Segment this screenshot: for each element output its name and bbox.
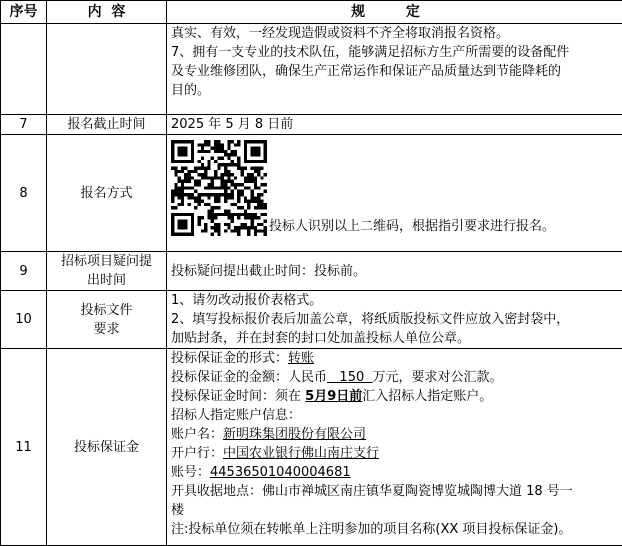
row-item-line: 招标项目疑问提 [51,252,162,271]
table-row-8 [1,135,622,252]
account-number-line [171,463,618,482]
deposit-time-suffix: 汇入招标人指定账户。 [362,389,492,404]
deposit-form-label: 投标保证金的形式： [171,351,288,366]
receipt-location-line: 开具收据地点：佛山市禅城区南庄镇华夏陶瓷博览城陶博大道 18 号一 [171,482,618,501]
deposit-amount-suffix: 万元，要求对公汇款。 [373,370,503,385]
row-item-line: 出时间 [51,271,162,290]
account-bank-value: 中国农业银行佛山南庄支行 [223,446,379,461]
rule-line: 加贴封条，并在封套的封口处加盖投标人单位公章。 [171,329,618,348]
row-item: 报名截止时间 [47,115,167,135]
deposit-amount-line [171,368,618,387]
rule-line: 2、填写投标报价表后加盖公章，将纸质版投标文件应放入密封袋中， [171,310,618,329]
row-rules [167,291,622,349]
table-row-7 [1,115,622,135]
table-row-10 [1,291,622,349]
deposit-time-label: 投标保证金时间：须在 [171,389,301,404]
account-bank-line [171,444,618,463]
rule-line: 目的。 [171,81,618,100]
account-holder-value: 新明珠集团股份有限公司 [223,427,366,442]
row-number: 9 [1,252,47,291]
deposit-time-value: 5月9日前 [305,389,362,404]
row-rules: 投标疑问提出截止时间：投标前。 [167,252,622,291]
row-item: 投标保证金 [47,349,167,546]
row-item-empty [47,24,167,115]
header-content: 内 容 [47,1,167,24]
receipt-location-line: 楼 [171,501,618,520]
account-number-value: 44536501040004681 [210,465,351,480]
deposit-amount-number: 150 [339,370,364,385]
account-bank-label: 开户行： [171,446,223,461]
deposit-note: 注:投标单位须在转帐单上注明参加的项目名称(XX 项目投标保证金)。 [171,520,618,539]
row-item: 报名方式 [47,135,167,252]
rule-line: 7、拥有一支专业的技术队伍，能够满足招标方生产所需要的设备配件 [171,43,618,62]
row-rules: 2025 年 5 月 8 日前 [167,115,622,135]
rule-line: 真实、有效，一经发现造假或资料不齐全将取消报名资格。 [171,24,618,43]
row-rules-continued [167,24,622,115]
rule-line: 1、请勿改动报价表格式。 [171,291,618,310]
qr-code-icon[interactable] [171,140,267,236]
row-number: 8 [1,135,47,252]
row-rules [167,349,622,546]
row-number: 11 [1,349,47,546]
row-item-line: 要求 [51,320,162,339]
table-row-continued [1,24,622,115]
row-item [47,291,167,349]
account-number-label: 账号： [171,465,210,480]
deposit-amount-value [327,370,373,385]
header-number: 序号 [1,1,47,24]
row-number: 7 [1,115,47,135]
row-rules [167,135,622,252]
table-header-row [1,1,622,24]
qr-caption: 投标人识别以上二维码，根据指引要求进行报名。 [269,217,555,236]
header-rules: 规 定 [167,1,622,24]
row-number-empty [1,24,47,115]
row-item [47,252,167,291]
account-holder-line [171,425,618,444]
table-row-9 [1,252,622,291]
account-intro: 招标人指定账户信息： [171,406,618,425]
deposit-amount-label: 投标保证金的金额：人民币 [171,370,327,385]
deposit-form-value: 转账 [288,351,314,366]
deposit-form-line [171,349,618,368]
account-holder-label: 账户名： [171,427,223,442]
row-item-line: 投标文件 [51,301,162,320]
row-number: 10 [1,291,47,349]
table-row-11 [1,349,622,546]
rule-line: 及专业维修团队，确保生产正常运作和保证产品质量达到节能降耗的 [171,62,618,81]
deposit-time-line [171,387,618,406]
